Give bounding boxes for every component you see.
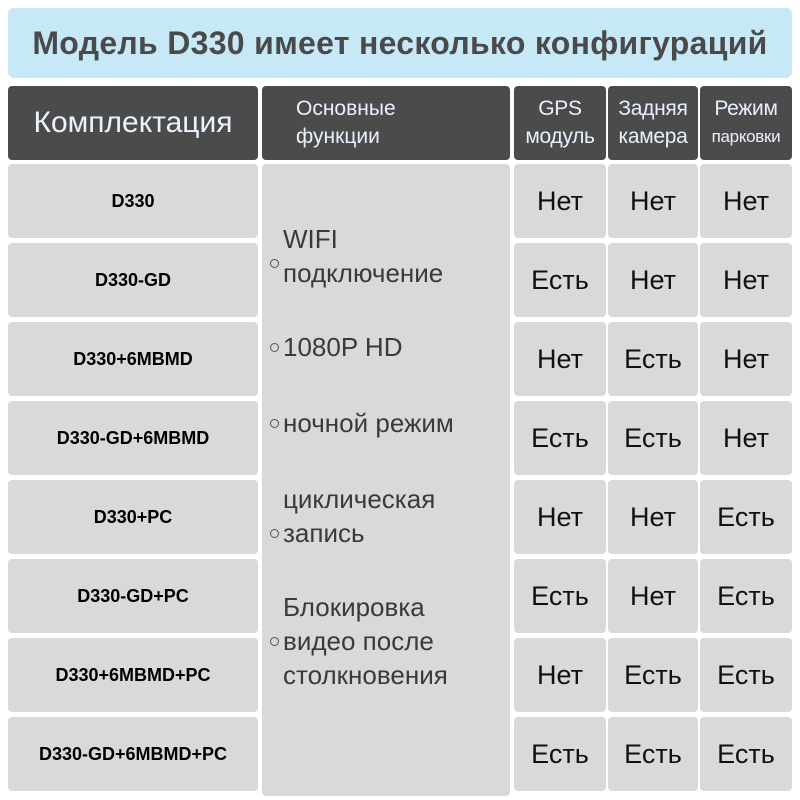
gps-value: Есть	[531, 738, 589, 769]
bullet-icon	[270, 259, 279, 268]
header-functions-line2: функции	[296, 125, 380, 148]
feature-hd	[270, 330, 506, 364]
bullet-icon	[270, 637, 279, 646]
feature-lock	[270, 590, 506, 692]
feature-text: WIFI	[283, 224, 338, 254]
table-cell-kit-name	[8, 243, 258, 317]
header-rear-line1: Задняя	[618, 97, 688, 120]
feature-night	[270, 406, 506, 440]
table-cell-kit-name	[8, 401, 258, 475]
table-cell-kit-name	[8, 638, 258, 712]
header-parking-line1: Режим	[714, 97, 778, 120]
table-cell-kit-name	[8, 480, 258, 554]
kit-name: D330-GD	[94, 269, 172, 290]
table-cell-kit-name	[8, 164, 258, 238]
kit-name: D330-GD+6MBMD+PC	[38, 743, 228, 764]
table-cell-rear-camera-value	[608, 243, 698, 317]
feature-loop	[270, 482, 506, 550]
feature-text: циклическая	[283, 484, 436, 514]
feature-wifi	[270, 222, 506, 290]
kit-name: D330	[111, 190, 155, 211]
header-rear-line2: камера	[618, 125, 688, 148]
rear-camera-value: Есть	[624, 659, 682, 690]
table-cell-gps-value	[514, 322, 606, 396]
header-parking	[700, 86, 792, 160]
table-cell-rear-camera-value	[608, 322, 698, 396]
page-title: Модель D330 имеет несколько конфигураций	[8, 8, 792, 78]
parking-value: Нет	[723, 264, 769, 295]
feature-text: Блокировка	[283, 592, 425, 622]
header-gps-line1: GPS	[538, 97, 582, 120]
rear-camera-value: Нет	[630, 264, 676, 295]
table-cell-gps-value	[514, 717, 606, 791]
gps-value: Нет	[537, 185, 583, 216]
kit-name: D330+6MBMD+PC	[55, 664, 211, 685]
header-kit-label: Комплектация	[33, 106, 233, 139]
header-gps-line2: модуль	[525, 125, 595, 148]
header-kit	[8, 86, 258, 160]
feature-text: столкновения	[283, 660, 448, 690]
table-cell-kit-name	[8, 559, 258, 633]
kit-name: D330+6MBMD	[73, 348, 193, 369]
bullet-icon	[270, 419, 279, 428]
table-cell-gps-value	[514, 638, 606, 712]
features-cell	[262, 164, 510, 796]
rear-camera-value: Есть	[624, 343, 682, 374]
kit-name: D330+PC	[93, 506, 173, 527]
table-cell-gps-value	[514, 559, 606, 633]
table-cell-parking-value	[700, 638, 792, 712]
table-cell-parking-value	[700, 322, 792, 396]
parking-value: Есть	[717, 501, 775, 532]
table-cell-parking-value	[700, 480, 792, 554]
table-cell-parking-value	[700, 717, 792, 791]
feature-text: видео после	[283, 626, 434, 656]
gps-value: Есть	[531, 264, 589, 295]
bullet-icon	[270, 343, 279, 352]
table-cell-rear-camera-value	[608, 717, 698, 791]
gps-value: Нет	[537, 343, 583, 374]
header-functions	[262, 86, 510, 160]
parking-value: Есть	[717, 580, 775, 611]
feature-text: подключение	[283, 258, 444, 288]
header-gps	[514, 86, 606, 160]
table-cell-parking-value	[700, 243, 792, 317]
rear-camera-value: Нет	[630, 501, 676, 532]
table-cell-parking-value	[700, 401, 792, 475]
feature-text: запись	[283, 518, 365, 548]
parking-value: Есть	[717, 738, 775, 769]
table-cell-gps-value	[514, 401, 606, 475]
rear-camera-value: Нет	[630, 185, 676, 216]
gps-value: Есть	[531, 422, 589, 453]
table-cell-kit-name	[8, 322, 258, 396]
table-cell-rear-camera-value	[608, 480, 698, 554]
parking-value: Нет	[723, 343, 769, 374]
table-cell-parking-value	[700, 559, 792, 633]
gps-value: Нет	[537, 501, 583, 532]
gps-value: Есть	[531, 580, 589, 611]
table-cell-rear-camera-value	[608, 559, 698, 633]
feature-text: 1080P HD	[283, 332, 403, 362]
rear-camera-value: Нет	[630, 580, 676, 611]
table-cell-rear-camera-value	[608, 164, 698, 238]
feature-text: ночной режим	[283, 408, 454, 438]
kit-name: D330-GD+PC	[77, 585, 189, 606]
header-rear-camera	[608, 86, 698, 160]
gps-value: Нет	[537, 659, 583, 690]
table-cell-parking-value	[700, 164, 792, 238]
table-cell-gps-value	[514, 480, 606, 554]
table-cell-kit-name	[8, 717, 258, 791]
kit-name: D330-GD+6MBMD	[56, 427, 210, 448]
header-parking-line2: парковки	[711, 127, 781, 146]
table-cell-gps-value	[514, 164, 606, 238]
parking-value: Нет	[723, 422, 769, 453]
table-cell-rear-camera-value	[608, 638, 698, 712]
rear-camera-value: Есть	[624, 422, 682, 453]
header-functions-line1: Основные	[296, 97, 396, 120]
bullet-icon	[270, 529, 279, 538]
parking-value: Есть	[717, 659, 775, 690]
table-cell-gps-value	[514, 243, 606, 317]
rear-camera-value: Есть	[624, 738, 682, 769]
parking-value: Нет	[723, 185, 769, 216]
table-cell-rear-camera-value	[608, 401, 698, 475]
